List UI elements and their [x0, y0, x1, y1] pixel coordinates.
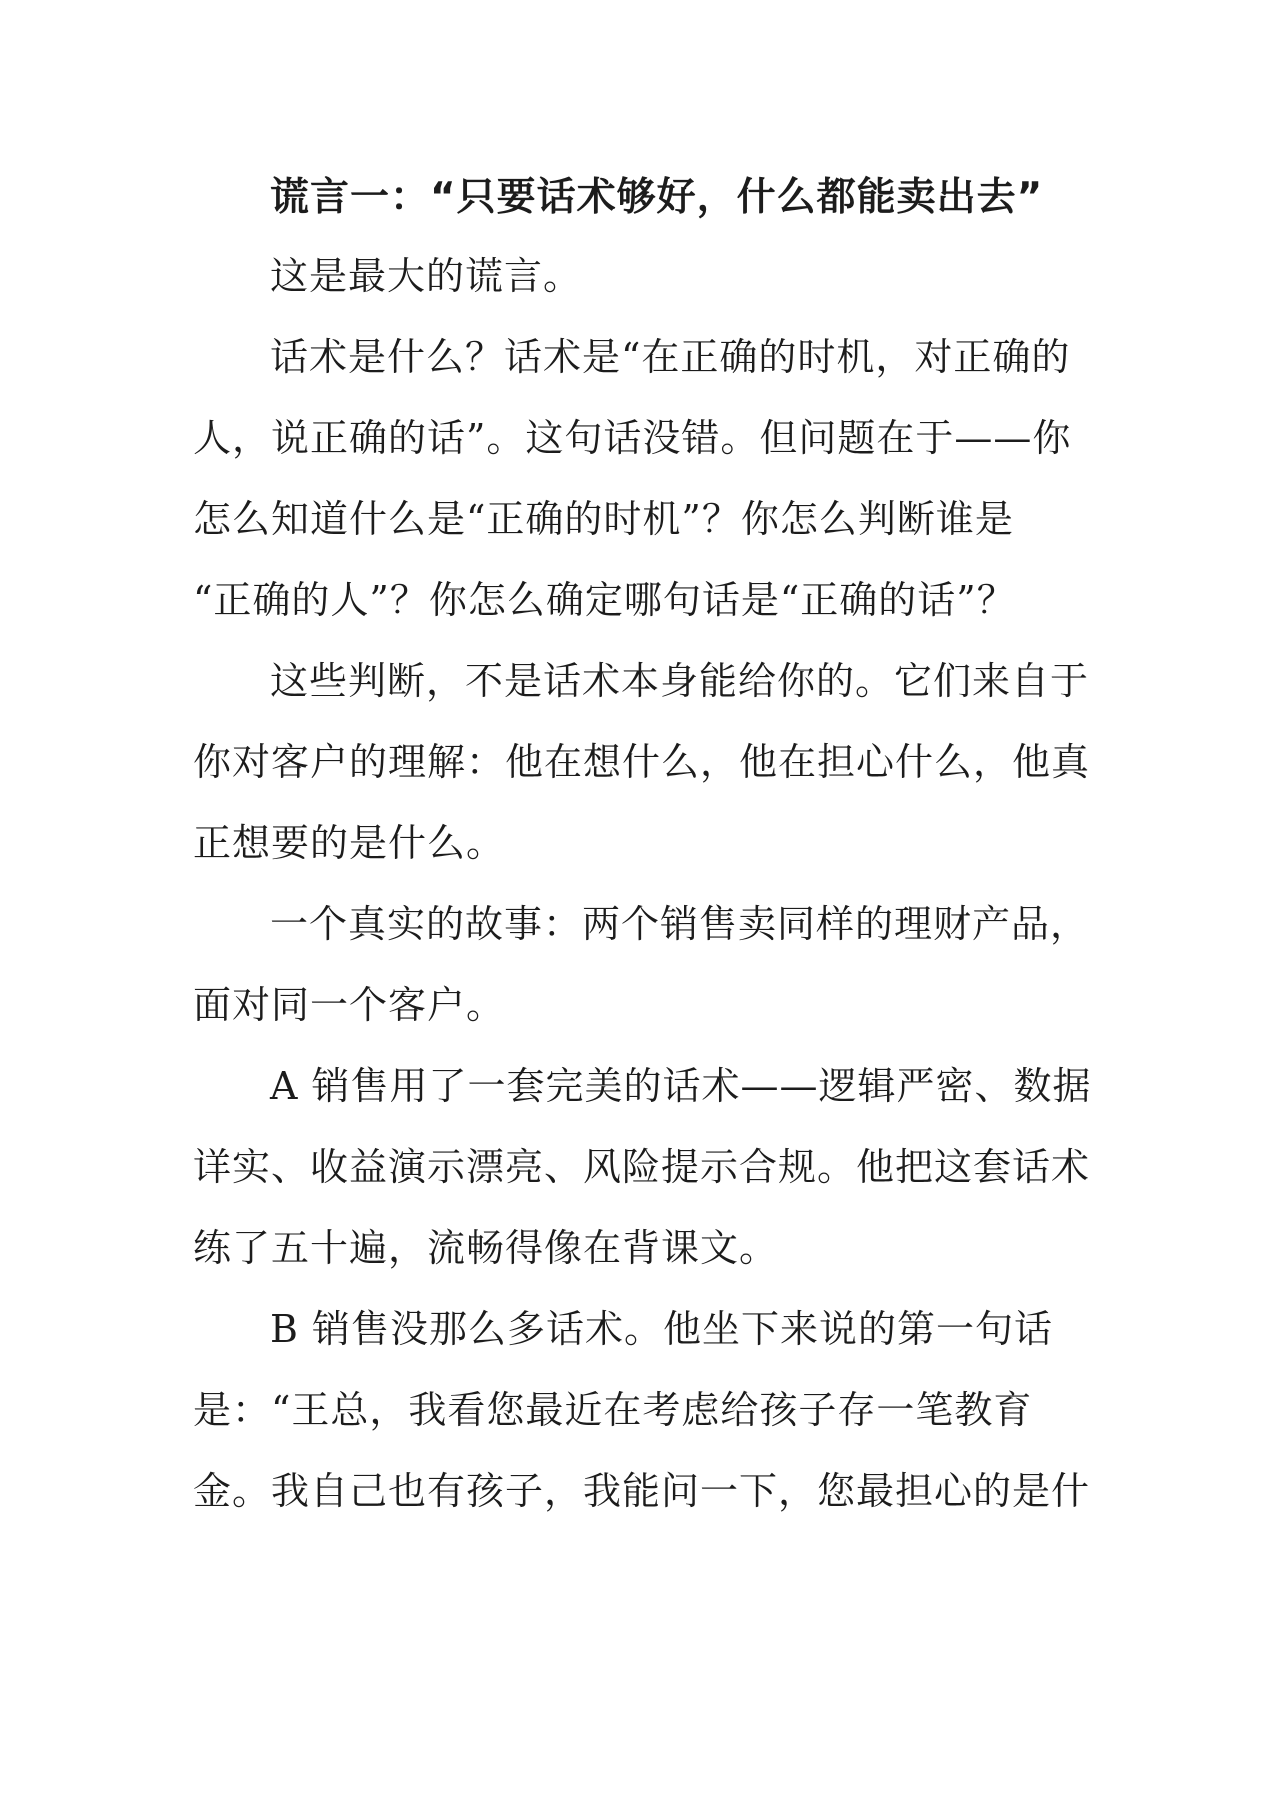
paragraph-2: [193, 317, 1083, 641]
paragraph-line: 详实、收益演示漂亮、风险提示合规。他把这套话术: [193, 1145, 1091, 1189]
paragraph-line: 怎么知道什么是“正确的时机”？你怎么判断谁是: [193, 497, 1014, 541]
section-heading: 谎言一：“只要话术够好，什么都能卖出去”: [270, 175, 1044, 220]
paragraph-1: [193, 236, 1083, 317]
paragraph-line: 你对客户的理解：他在想什么，他在担心什么，他真: [193, 740, 1091, 784]
paragraph-line: 这是最大的谎言。: [270, 254, 583, 298]
paragraph-line: 一个真实的故事：两个销售卖同样的理财产品，: [270, 902, 1090, 946]
paragraph-line: A 销售用了一套完美的话术——逻辑严密、数据: [270, 1064, 1092, 1108]
paragraph-line: 面对同一个客户。: [193, 983, 506, 1027]
paragraph-line: 正想要的是什么。: [193, 821, 506, 865]
paragraph-line: 话术是什么？话术是“在正确的时机，对正确的: [270, 335, 1071, 379]
document-body: [193, 160, 1092, 1532]
paragraph-3: [193, 641, 1091, 884]
paragraph-line: 练了五十遍，流畅得像在背课文。: [193, 1226, 779, 1270]
paragraph-line: 是：“王总，我看您最近在考虑给孩子存一笔教育: [193, 1388, 1033, 1432]
paragraph-line: 金。我自己也有孩子，我能问一下，您最担心的是什: [193, 1469, 1091, 1513]
paragraph-line: “正确的人”？你怎么确定哪句话是“正确的话”？: [193, 578, 1016, 622]
paragraph-line: 这些判断，不是话术本身能给你的。它们来自于: [270, 659, 1090, 703]
paragraph-4: [193, 884, 1090, 1046]
paragraph-6: [193, 1289, 1091, 1532]
paragraph-line: 人，说正确的话”。这句话没错。但问题在于——你: [193, 416, 1072, 460]
paragraph-line: B 销售没那么多话术。他坐下来说的第一句话: [270, 1307, 1054, 1351]
paragraph-5: [193, 1046, 1092, 1289]
